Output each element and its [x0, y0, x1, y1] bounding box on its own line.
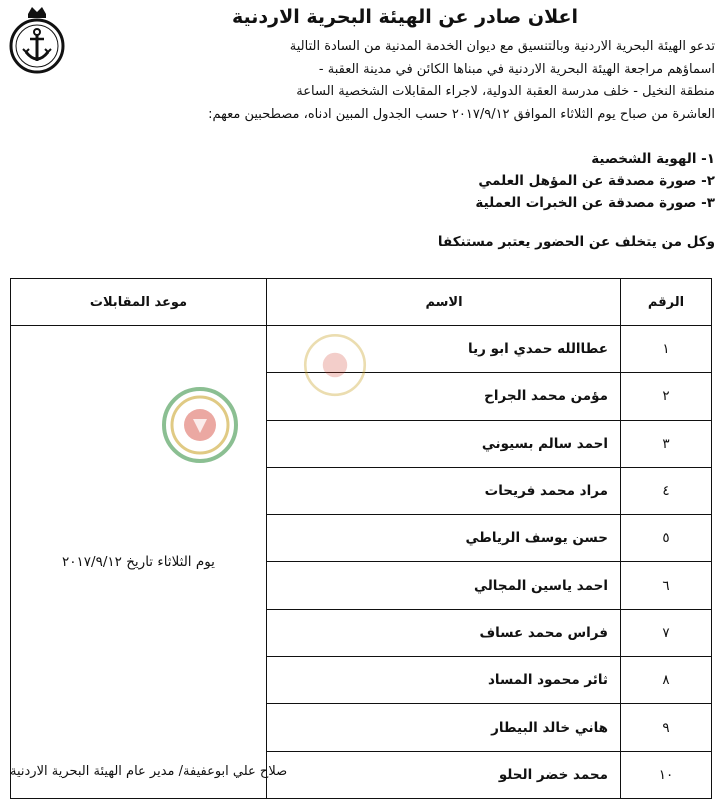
- row-number: ٥: [621, 515, 712, 562]
- absence-note: وكل من يتخلف عن الحضور يعتبر مستنكفا: [437, 234, 715, 250]
- intro-line: العاشرة من صباح يوم الثلاثاء الموافق ٢٠١٧/٩/١٢ حسب الجدول المبين ادناه، مصطحبين معهم:: [208, 106, 715, 122]
- row-name: مؤمن محمد الجراح: [267, 373, 621, 420]
- row-name: حسن يوسف الرياطي: [267, 515, 621, 562]
- announcement-intro: [75, 36, 715, 126]
- header-number: الرقم: [621, 279, 712, 326]
- row-name: محمد خضر الحلو: [267, 751, 621, 798]
- row-name: ثائر محمود المساد: [267, 657, 621, 704]
- row-name: عطاالله حمدي ابو ريا: [267, 326, 621, 373]
- row-number: ٢: [621, 373, 712, 420]
- interview-date-cell: يوم الثلاثاء تاريخ ٢٠١٧/٩/١٢: [11, 326, 267, 799]
- row-name: احمد ياسين المجالي: [267, 562, 621, 609]
- row-number: ٩: [621, 704, 712, 751]
- intro-line: تدعو الهيئة البحرية الاردنية وبالتنسيق مع ديوان الخدمة المدنية من السادة التالية: [289, 39, 715, 54]
- row-number: ٣: [621, 420, 712, 467]
- list-item: ١- الهوية الشخصية: [591, 151, 715, 167]
- row-name: هاني خالد البيطار: [267, 704, 621, 751]
- row-name: احمد سالم بسيوني: [267, 420, 621, 467]
- row-number: ٧: [621, 609, 712, 656]
- row-name: فراس محمد عساف: [267, 609, 621, 656]
- signature-footer: صلاح علي ابوعفيفة/ مدير عام الهيئة البحرية الاردنية: [10, 764, 288, 779]
- civil-service-watermark-icon: [160, 385, 240, 465]
- row-number: ١: [621, 326, 712, 373]
- row-name: مراد محمد فريحات: [267, 467, 621, 514]
- table-header-row: [11, 279, 712, 326]
- announcement-title: اعلان صادر عن الهيئة البحرية الاردنية: [231, 6, 578, 28]
- civil-service-watermark-icon: [300, 330, 370, 400]
- row-number: ٨: [621, 657, 712, 704]
- header-name: الاسم: [267, 279, 621, 326]
- row-number: ٤: [621, 467, 712, 514]
- intro-line: منطقة النخيل - خلف مدرسة العقبة الدولية، لاجراء المقابلات الشخصية الساعة: [296, 84, 715, 99]
- intro-line: اسماؤهم مراجعة الهيئة البحرية الاردنية في مبناها الكائن في مدينة العقبة -: [318, 61, 715, 77]
- list-item: ٣- صورة مصدقة عن الخبرات العملية: [475, 195, 715, 211]
- header-interview-date: موعد المقابلات: [11, 279, 267, 326]
- row-number: ٦: [621, 562, 712, 609]
- required-documents-list: [475, 148, 715, 214]
- row-number: ١٠: [621, 751, 712, 798]
- maritime-authority-emblem-icon: [6, 4, 68, 74]
- list-item: ٢- صورة مصدقة عن المؤهل العلمي: [478, 173, 715, 189]
